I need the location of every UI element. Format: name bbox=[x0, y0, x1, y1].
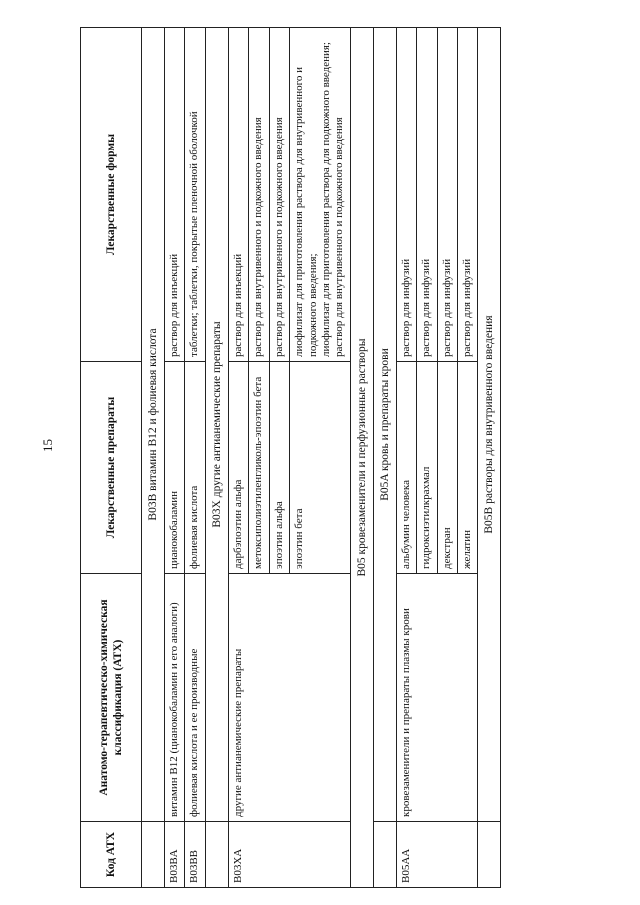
group-heading-b05b: B05B растворы для внутривенного введения bbox=[478, 28, 501, 822]
dosage-form: раствор для инфузий bbox=[457, 28, 477, 362]
drug-name: декстран bbox=[437, 362, 457, 574]
table-header-row bbox=[81, 28, 142, 888]
drug-name: метоксиполиэтиленгликоль-эпоэтин бета bbox=[249, 362, 269, 574]
group-heading-b03x: B03X другие антианемические препараты bbox=[205, 28, 228, 822]
drug-name: дарбэпоэтин альфа bbox=[228, 362, 248, 574]
group-heading-b05a: B05A кровь и препараты крови bbox=[373, 28, 396, 822]
atc-classification: витамин B12 (цианокобаламин и его аналоги) bbox=[165, 574, 185, 822]
table-row bbox=[228, 28, 248, 888]
group-row bbox=[373, 28, 396, 888]
header-forms: Лекарственные формы bbox=[81, 28, 142, 362]
atc-classification: фолиевая кислота и ее производные bbox=[185, 574, 205, 822]
dosage-form-line: лиофилизат для приготовления раствора для подкожного введения; bbox=[319, 42, 332, 357]
table-row bbox=[185, 28, 205, 888]
header-code: Код АТХ bbox=[81, 822, 142, 888]
dosage-form: таблетки; таблетки, покрытые пленочной оболочкой bbox=[185, 28, 205, 362]
dosage-form bbox=[290, 28, 351, 362]
drug-name: цианокобаламин bbox=[165, 362, 185, 574]
atc-code: B03XA bbox=[228, 822, 350, 888]
atc-code: B05AA bbox=[396, 822, 478, 888]
dosage-form: раствор для инъекций bbox=[165, 28, 185, 362]
table-row bbox=[396, 28, 416, 888]
drug-name: эпоэтин альфа bbox=[269, 362, 289, 574]
group-row bbox=[205, 28, 228, 888]
dosage-form-line: раствор для внутривенного и подкожного введения bbox=[333, 117, 346, 357]
drug-name: альбумин человека bbox=[396, 362, 416, 574]
header-classification: Анатомо-терапевтическо-химическая классификация (АТХ) bbox=[81, 574, 142, 822]
drug-name: эпоэтин бета bbox=[290, 362, 351, 574]
atc-classification: кровезаменители и препараты плазмы крови bbox=[396, 574, 478, 822]
group-row bbox=[142, 28, 165, 888]
dosage-form: раствор для инфузий bbox=[417, 28, 437, 362]
group-row bbox=[350, 28, 373, 888]
atc-code: B03BB bbox=[185, 822, 205, 888]
table-row bbox=[165, 28, 185, 888]
drug-name: фолиевая кислота bbox=[185, 362, 205, 574]
atc-classification: другие антианемические препараты bbox=[228, 574, 350, 822]
dosage-form: раствор для внутривенного и подкожного введения bbox=[269, 28, 289, 362]
dosage-form: раствор для инфузий bbox=[396, 28, 416, 362]
group-row bbox=[478, 28, 501, 888]
page-number: 15 bbox=[40, 439, 55, 452]
group-heading-b03b: B03B витамин B12 и фолиевая кислота bbox=[142, 28, 165, 822]
dosage-form: раствор для инфузий bbox=[437, 28, 457, 362]
rotated-table-container bbox=[80, 28, 501, 888]
dosage-form-line: лиофилизат для приготовления раствора для внутривенного и подкожного введения; bbox=[293, 67, 319, 357]
atc-code: B03BA bbox=[165, 822, 185, 888]
drug-name: гидроксиэтилкрахмал bbox=[417, 362, 437, 574]
dosage-form: раствор для инъекций bbox=[228, 28, 248, 362]
group-heading-b05: B05 кровезаменители и перфузионные растворы bbox=[350, 28, 373, 888]
dosage-form: раствор для внутривенного и подкожного введения bbox=[249, 28, 269, 362]
drug-name: желатин bbox=[457, 362, 477, 574]
header-drugs: Лекарственные препараты bbox=[81, 362, 142, 574]
atc-table bbox=[80, 27, 501, 888]
